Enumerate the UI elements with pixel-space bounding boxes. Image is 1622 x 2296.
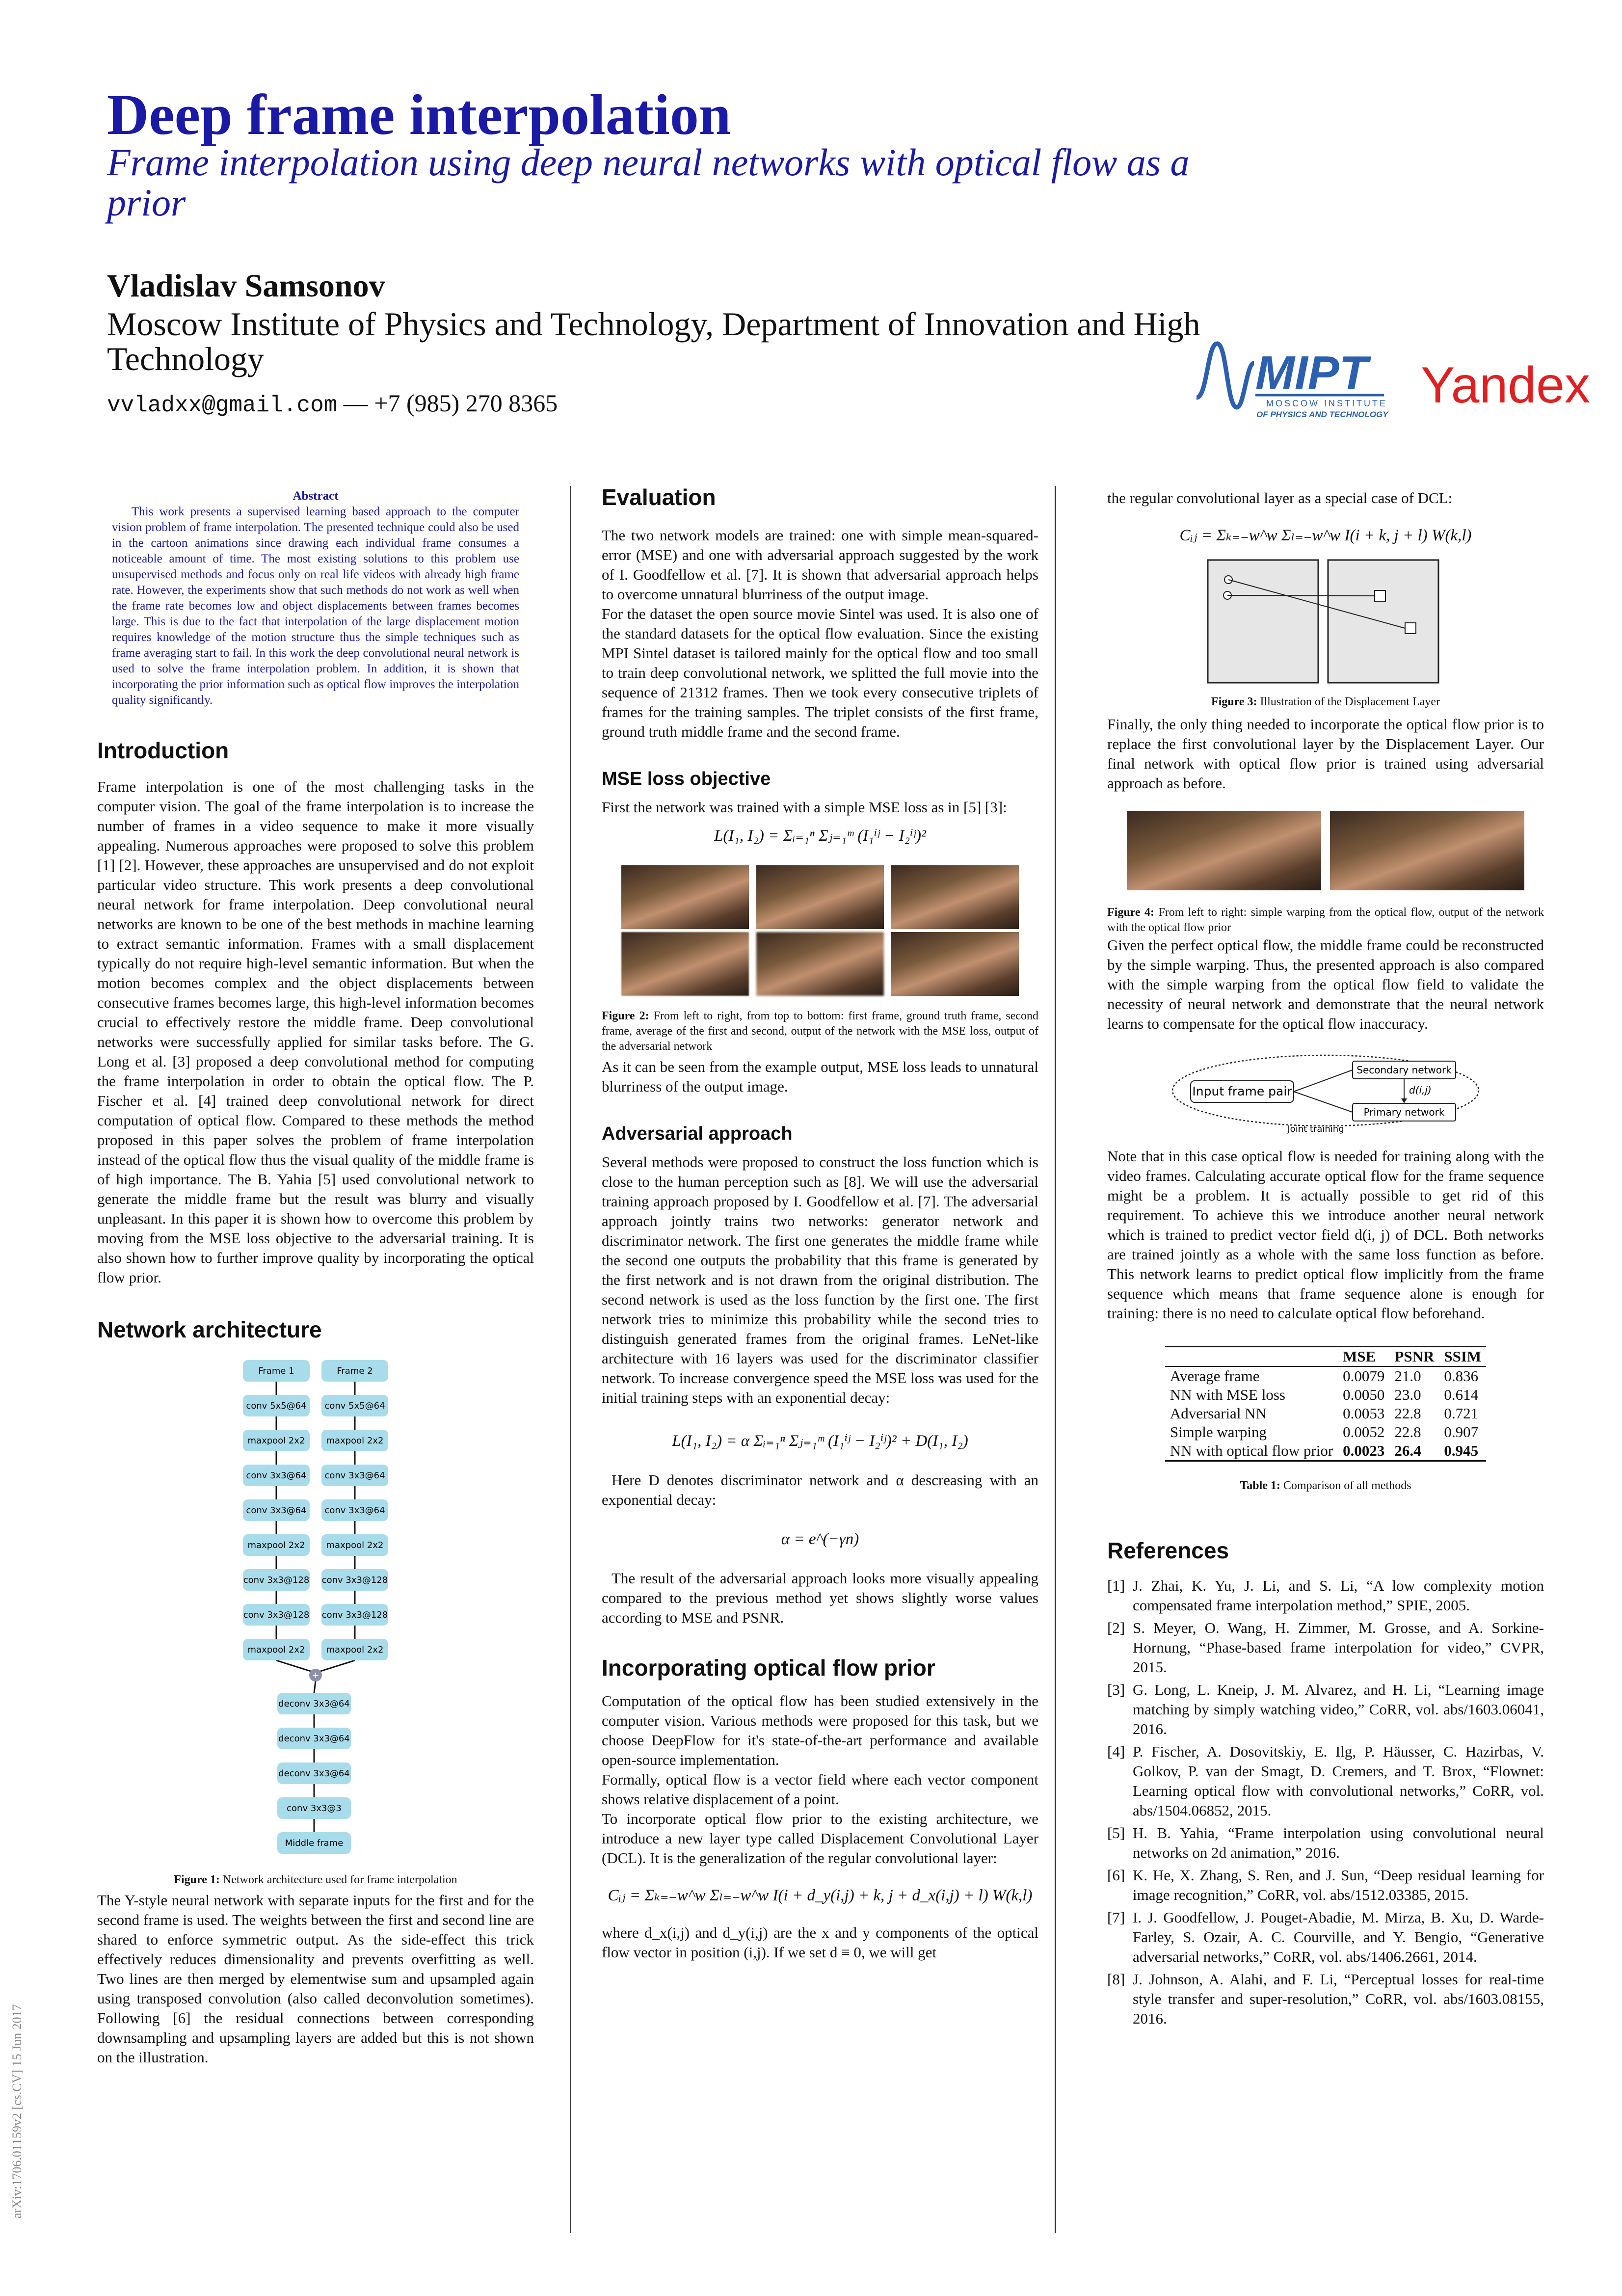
- column-2: [602, 483, 1038, 1962]
- table-header-0: [1165, 1347, 1338, 1367]
- table-cell: 22.8: [1394, 1405, 1421, 1422]
- reference-number: [3]: [1107, 1681, 1125, 1698]
- figure-4-images: [1107, 811, 1544, 890]
- table-cell: 21.0: [1394, 1367, 1421, 1385]
- results-table-header: [1165, 1347, 1486, 1367]
- flow-p4: where d_x(i,j) and d_y(i,j) are the x and y components of the optical flow vector in position (i,j). If we set d ≡ 0, we will get: [602, 1924, 1038, 1961]
- net-node-bottom-0: deconv 3x3@64: [278, 1699, 350, 1709]
- table-cell: NN with optical flow prior: [1170, 1442, 1333, 1459]
- table-cell: Average frame: [1170, 1367, 1260, 1385]
- net-edge-merge-down: [314, 1681, 316, 1693]
- column-1: [97, 488, 534, 2067]
- arxiv-label: arXiv:1706.01159v2 [cs.CV] 15 Jun 2017: [10, 2004, 24, 2218]
- netarch-heading: Network architecture: [97, 1317, 322, 1342]
- net-node-right-1: conv 5x5@64: [324, 1401, 385, 1411]
- phone-number: +7 (985) 270 8365: [374, 389, 558, 417]
- reference-text: P. Fischer, A. Dosovitskiy, E. Ilg, P. Häusser, C. Hazirbas, V. Golkov, P. van der Smagt, D. Cremers, and T. Brox, “Flownet: Learning optical flow with convolutional networks,” CoRR, vol. abs/1504.06852, 2015.: [1133, 1743, 1544, 1819]
- abstract: [97, 488, 534, 708]
- adv-after1: Here D denotes discriminator network and α descreasing with an exponential decay:: [602, 1471, 1038, 1508]
- fig4-frame-warping: [1127, 811, 1321, 890]
- table-cell: 22.8: [1394, 1423, 1421, 1441]
- net-node-left-3: conv 3x3@64: [246, 1470, 307, 1481]
- net-node-left-1: conv 5x5@64: [246, 1401, 307, 1411]
- fig4-frame-flow-prior: [1330, 811, 1524, 890]
- fig2-frame-mse: [756, 932, 884, 996]
- mipt-logo-text: MIPT: [1255, 347, 1368, 399]
- figure-4-text: From left to right: simple warping from the optical flow, output of the network with the optical flow prior: [1107, 906, 1544, 934]
- net-node-right-8: maxpool 2x2: [326, 1645, 384, 1655]
- net-node-left-5: maxpool 2x2: [247, 1540, 305, 1550]
- net-node-right-2: maxpool 2x2: [326, 1436, 384, 1446]
- table-cell: 0.907: [1444, 1423, 1479, 1441]
- flow-p3: To incorporate optical flow prior to the existing architecture, we introduce a new layer type called Displacement Convolutional Layer (DCL). It is the generalization of the regular convolutional layer:: [602, 1810, 1038, 1867]
- reference-number: [1]: [1107, 1577, 1125, 1594]
- references-heading: References: [1107, 1538, 1229, 1563]
- diag-joint-label: Joint training: [1287, 1124, 1344, 1134]
- adv-after2: The result of the adversarial approach looks more visually appealing compared to the previous method yet shows slightly worse values according to MSE and PSNR.: [602, 1570, 1038, 1626]
- email-link[interactable]: vvladxx@gmail.com: [107, 393, 338, 418]
- table-cell: 0.614: [1444, 1386, 1479, 1403]
- mse-heading: MSE loss objective: [602, 769, 771, 789]
- diag-secondary-node: Secondary network: [1356, 1064, 1452, 1076]
- net-edge-merge-left: [276, 1660, 311, 1671]
- references-list: [1107, 1576, 1544, 2029]
- displacement-diagram: [1208, 560, 1443, 683]
- figure-1-text: Network architecture used for frame interpolation: [222, 1873, 457, 1886]
- reference-number: [6]: [1107, 1867, 1125, 1884]
- reference-number: [8]: [1107, 1971, 1125, 1988]
- figure-3-text: Illustration of the Displacement Layer: [1260, 695, 1440, 708]
- col3-p0: the regular convolutional layer as a special case of DCL:: [1107, 489, 1453, 507]
- reference-text: K. He, X. Zhang, S. Ren, and J. Sun, “Deep residual learning for image recognition,” CoRR, vol. abs/1512.03385, 2015.: [1133, 1867, 1544, 1903]
- reference-item: [1107, 1618, 1544, 1677]
- evaluation-heading: Evaluation: [602, 484, 716, 510]
- reference-text: I. J. Goodfellow, J. Pouget-Abadie, M. Mirza, B. Xu, D. Warde-Farley, S. Ozair, A. C. Courville, and Y. Bengio, “Generative adversarial networks,” CoRR, vol. abs/1406.2661, 2014.: [1133, 1909, 1544, 1965]
- adv-formula-2: α = e^(−γn): [781, 1530, 859, 1548]
- reference-text: J. Johnson, A. Alahi, and F. Li, “Perceptual losses for real-time style transfer and super-resolution,” CoRR, vol. abs/1603.08155, 2016.: [1133, 1971, 1544, 2027]
- figure-2-text: From left to right, from top to bottom: first frame, ground truth frame, second frame, average of the first and second, output of the network with the MSE loss, output of the adversarial network: [602, 1010, 1039, 1053]
- net-node-right-7: conv 3x3@128: [321, 1610, 388, 1620]
- page-title: Deep frame interpolation: [107, 82, 731, 147]
- table-cell: 0.0050: [1343, 1386, 1385, 1403]
- figure-3: [1107, 560, 1544, 683]
- column-3: [1107, 488, 1544, 2031]
- table-cell: 0.945: [1444, 1442, 1479, 1459]
- figure-2-images: [602, 865, 1038, 996]
- net-node-bottom-2: deconv 3x3@64: [278, 1768, 350, 1779]
- adv-heading: Adversarial approach: [602, 1123, 793, 1144]
- mse-after: As it can be seen from the example output, MSE loss leads to unnatural blurriness of the output image.: [602, 1058, 1038, 1095]
- table-cell: 26.4: [1394, 1442, 1421, 1459]
- author-name: Vladislav Samsonov: [107, 268, 385, 304]
- mipt-logo-sub1: MOSCOW INSTITUTE: [1266, 399, 1387, 408]
- results-table: [1165, 1346, 1486, 1462]
- fig2-col-2: [756, 865, 884, 996]
- fig2-frame-groundtruth: [756, 865, 884, 929]
- mipt-logo: [1193, 334, 1591, 422]
- results-table-wrap: [1107, 1346, 1544, 1462]
- net-node-right-6: conv 3x3@128: [321, 1575, 388, 1585]
- page-subtitle: Frame interpolation using deep neural networks with optical flow as a prior: [107, 141, 1190, 224]
- net-node-right-0: Frame 2: [337, 1366, 373, 1376]
- reference-number: [4]: [1107, 1743, 1125, 1760]
- reference-item: [1107, 1823, 1544, 1863]
- table-1-caption: [1107, 1478, 1544, 1494]
- conv-formula: Cᵢⱼ = Σₖ₌₋w^w Σₗ₌₋w^w I(i + k, j + l) W(k,l): [1179, 527, 1472, 544]
- affiliation: Moscow Institute of Physics and Technology, Department of Innovation and High Technology: [107, 305, 1200, 378]
- net-node-right-3: conv 3x3@64: [324, 1470, 385, 1481]
- yandex-logo: Yandex: [1421, 357, 1591, 414]
- figure-4-caption: [1107, 905, 1544, 935]
- figure-1: [97, 1350, 534, 1870]
- net-node-right-5: maxpool 2x2: [326, 1540, 384, 1550]
- net-node-left-8: maxpool 2x2: [247, 1645, 305, 1655]
- reference-item: [1107, 1866, 1544, 1905]
- col3-p2: Given the perfect optical flow, the middle frame could be reconstructed by the simple warping. Thus, the presented approach is also compared with the simple warping from the optical flow field to validate the necessity of neural network and demonstrate that the neural network learns to compensate for the optical flow inaccuracy.: [1107, 936, 1544, 1032]
- intro-heading: Introduction: [97, 738, 229, 763]
- fig2-frame-first: [621, 865, 749, 929]
- diag-d-label: d(i,j): [1409, 1084, 1432, 1096]
- intro-text: Frame interpolation is one of the most challenging tasks in the computer vision. The goal of the frame interpolation is to increase the number of frames in a video sequence to make it more visually appealing. Numerous approaches were proposed to solve this problem [1] [2]. However, these approaches are unsupervised and do not exploit particular video structure. This work presents a deep convolutional neural network for frame interpolation. Deep convolutional neural networks are known to be one of the best methods in machine learning to extract semantic information. Frames with a small displacement typically do not require high-level semantic information. But when the motion becomes complex and the object displacements between consecutive frames becomes large, this high-level information becomes crucial to effectively restore the middle frame. Deep convolutional networks were successfully applied for similar tasks before. The G. Long et al. [3] proposed a deep convolutional method for computing the frame interpolation in order to obtain the optical flow. The P. Fischer et al. [4] trained deep convolutional network for direct computation of optical flow. Compared to these methods the method proposed in this paper solves the problem of frame interpolation instead of the optical flow thus the visual quality of the middle frame is of high importance. The B. Yahia [5] used convolutional network to generate the middle frame but the result was blurry and visually unpleasant. In this paper it is shown how to overcome this problem by moving from the MSE loss objective to the adversarial training. It is also shown how to further improve quality by incorporating the optical flow prior.: [97, 778, 534, 1286]
- reference-text: S. Meyer, O. Wang, H. Zimmer, M. Grosse, and A. Sorkine-Hornung, “Phase-based frame interpolation for video,” CVPR, 2015.: [1133, 1619, 1544, 1676]
- reference-number: [5]: [1107, 1824, 1125, 1842]
- figure-2-label: Figure 2:: [602, 1010, 649, 1022]
- net-node-bottom-4: Middle frame: [285, 1838, 344, 1848]
- joint-training-figure: [1107, 1051, 1544, 1135]
- table-cell: Adversarial NN: [1170, 1405, 1267, 1422]
- contact-line: [107, 389, 558, 418]
- table-header-3: SSIM: [1444, 1348, 1482, 1365]
- arxiv-stamp: [5, 1816, 25, 2218]
- mipt-logo-sub2: OF PHYSICS AND TECHNOLOGY: [1256, 410, 1388, 419]
- figure-3-caption: [1107, 694, 1544, 710]
- joint-training-diagram: [1169, 1051, 1483, 1135]
- figure-1-caption: [97, 1872, 534, 1888]
- table-cell: 23.0: [1394, 1386, 1421, 1403]
- mse-formula: L(I₁, I₂) = Σᵢ₌₁ⁿ Σⱼ₌₁ᵐ (I₁ⁱʲ − I₂ⁱʲ)²: [714, 827, 926, 845]
- reference-item: [1107, 1908, 1544, 1967]
- table-cell: Simple warping: [1170, 1423, 1267, 1441]
- table-1-text: Comparison of all methods: [1283, 1479, 1411, 1492]
- net-node-left-4: conv 3x3@64: [246, 1505, 307, 1516]
- flow-heading: Incorporating optical flow prior: [602, 1655, 935, 1681]
- evaluation-p1: The two network models are trained: one with simple mean-squared-error (MSE) and one with adversarial approach suggested by the work of I. Goodfellow et al. [7]. It is shown that adversarial approach helps to overcome unnatural blurriness of the output image.: [602, 527, 1038, 603]
- net-node-left-7: conv 3x3@128: [243, 1610, 310, 1620]
- table-row: [1165, 1366, 1486, 1386]
- net-node-left-0: Frame 1: [258, 1366, 294, 1376]
- fig2-frame-second: [891, 865, 1019, 929]
- reference-text: H. B. Yahia, “Frame interpolation using convolutional neural networks on 2d animation,” 2016.: [1133, 1824, 1544, 1861]
- table-row: [1165, 1442, 1486, 1461]
- reference-number: [2]: [1107, 1619, 1125, 1636]
- fig2-col-1: [621, 865, 749, 996]
- table-cell: 0.0023: [1343, 1442, 1385, 1459]
- table-cell: 0.0053: [1343, 1405, 1385, 1422]
- contact-separator: —: [337, 389, 374, 417]
- network-diagram: [97, 1350, 534, 1870]
- figure-4-label: Figure 4:: [1107, 906, 1154, 919]
- table-cell: 0.0052: [1343, 1423, 1385, 1441]
- table-header-1: MSE: [1343, 1348, 1376, 1365]
- abstract-title: Abstract: [292, 489, 339, 503]
- net-merge-label: +: [312, 1670, 319, 1681]
- table-cell: 0.0079: [1343, 1367, 1385, 1385]
- table-1-label: Table 1:: [1240, 1479, 1280, 1492]
- net-edge-merge-right: [320, 1660, 355, 1671]
- fig2-frame-average: [621, 932, 749, 996]
- mse-text: First the network was trained with a simple MSE loss as in [5] [3]:: [602, 799, 1007, 816]
- reference-text: J. Zhai, K. Yu, J. Li, and S. Li, “A low complexity motion compensated frame interpolation method,” SPIE, 2005.: [1133, 1577, 1544, 1614]
- fig2-col-3: [891, 865, 1019, 996]
- reference-item: [1107, 1680, 1544, 1739]
- adv-formula: L(I₁, I₂) = α Σᵢ₌₁ⁿ Σⱼ₌₁ᵐ (I₁ⁱʲ − I₂ⁱʲ)² + D(I₁, I₂): [672, 1432, 968, 1450]
- adv-text: Several methods were proposed to construct the loss function which is close to the human perception such as [8]. We will use the adversarial training approach proposed by I. Goodfellow et al. [7]. The adversarial approach jointly trains two networks: generator network and discriminator network. The first one generates the middle frame while the second one outputs the probability that this frame is generated by the first network and is not drawn from the original distribution. The second network is used as the loss function by the first one. The first network tries to minimize this probability while the second tries to distinguish generated frames from the original frames. LeNet-like architecture with 16 layers was used for the discriminator classifier network. To increase convergence speed the MSE loss was used for the initial training steps with an exponential decay:: [602, 1153, 1038, 1406]
- reference-item: [1107, 1576, 1544, 1615]
- abstract-text: This work presents a supervised learning based approach to the computer vision problem of frame interpolation. The presented technique could also be used in the cartoon animations since drawing each individual frame consumes a noticeable amount of time. The most existing solutions to this problem use unsupervised methods and focus only on real life videos with already high frame rate. However, the experiments show that such methods do not work as well when the frame rate becomes low and object displacements between frames becomes large. This is due to the fact that interpolation of the large displacement motion requires knowledge of the motion structure thus the simple techniques such as frame averaging start to fail. In this work the deep convolutional neural network is used to solve the frame interpolation problem. In addition, it is shown that incorporating the prior information such as optical flow improves the interpolation quality significantly.: [112, 505, 519, 707]
- table-cell: NN with MSE loss: [1170, 1386, 1285, 1403]
- table-row: [1165, 1386, 1486, 1404]
- reference-text: G. Long, L. Kneip, J. M. Alvarez, and H. Li, “Learning image matching by simply watching video,” CoRR, vol. abs/1603.06041, 2016.: [1133, 1681, 1544, 1737]
- column-divider-1: [570, 486, 571, 2233]
- net-node-right-4: conv 3x3@64: [324, 1505, 385, 1516]
- reference-item: [1107, 1970, 1544, 2029]
- table-row: [1165, 1423, 1486, 1442]
- figure-3-label: Figure 3:: [1211, 695, 1257, 708]
- figure-1-label: Figure 1:: [174, 1873, 220, 1886]
- col3-p3: Note that in this case optical flow is needed for training along with the video frames. Calculating accurate optical flow for the frame sequence might be a problem. It is actually possible to get rid of this requirement. To achieve this we introduce another neural network which is trained to predict vector field d(i, j) of DCL. Both networks are trained jointly as a whole with the same loss function as before. This network learns to predict optical flow implicitly from the frame sequence which means that frame sequence alone is enough for training: there is no need to calculate optical flow beforehand.: [1107, 1148, 1544, 1322]
- figure-2-caption: [602, 1009, 1038, 1054]
- net-node-left-6: conv 3x3@128: [243, 1575, 310, 1585]
- diag-input-node: Input frame pair: [1192, 1084, 1292, 1098]
- diag-primary-node: Primary network: [1363, 1106, 1445, 1118]
- logos: [1193, 334, 1591, 422]
- reference-number: [7]: [1107, 1909, 1125, 1926]
- flow-p1: Computation of the optical flow has been studied extensively in the computer vision. Various methods were proposed for this task, but we choose DeepFlow for it's state-of-the-art performance and available open-source implementation.: [602, 1692, 1038, 1768]
- table-row: [1165, 1404, 1486, 1423]
- flow-p2: Formally, optical flow is a vector field where each vector component shows relative displacement of a point.: [602, 1771, 1038, 1808]
- reference-item: [1107, 1742, 1544, 1820]
- net-node-bottom-1: deconv 3x3@64: [278, 1734, 350, 1744]
- column-divider-2: [1055, 486, 1056, 2233]
- evaluation-p2: For the dataset the open source movie Sintel was used. It is also one of the standard datasets for the optical flow evaluation. Since the existing MPI Sintel dataset is tailored mainly for the optical flow and too small to train deep convolutional network, we splitted the full movie into the sequence of 21312 frames. Then we took every consecutive triplets of frames for the training samples. The triplet consists of the first frame, ground truth middle frame and the second frame.: [602, 605, 1038, 740]
- fig2-frame-adversarial: [891, 932, 1019, 996]
- net-node-left-2: maxpool 2x2: [247, 1436, 305, 1446]
- dcl-formula: Cᵢⱼ = Σₖ₌₋w^w Σₗ₌₋w^w I(i + d_y(i,j) + k, j + d_x(i,j) + l) W(k,l): [608, 1887, 1033, 1904]
- table-cell: 0.836: [1444, 1367, 1479, 1385]
- netarch-text: The Y-style neural network with separate inputs for the first and for the second frame is used. The weights between the first and second line are shared to enforce symmetric output. As the side-effect this trick effectively reduces dimensionality and prevents overfitting as well. Two lines are then merged by elementwise sum and upsampled again using transposed convolution (also called deconvolution sometimes). Following [6] the residual connections between corresponding downsampling and upsampling layers are added but this is not shown on the illustration.: [97, 1892, 534, 2066]
- table-cell: 0.721: [1444, 1405, 1479, 1422]
- col3-p1: Finally, the only thing needed to incorporate the optical flow prior is to replace the first convolutional layer by the Displacement Layer. Our final network with optical flow prior is trained using adversarial approach as before.: [1107, 716, 1544, 792]
- net-node-bottom-3: conv 3x3@3: [287, 1803, 342, 1814]
- table-header-2: PSNR: [1394, 1348, 1435, 1365]
